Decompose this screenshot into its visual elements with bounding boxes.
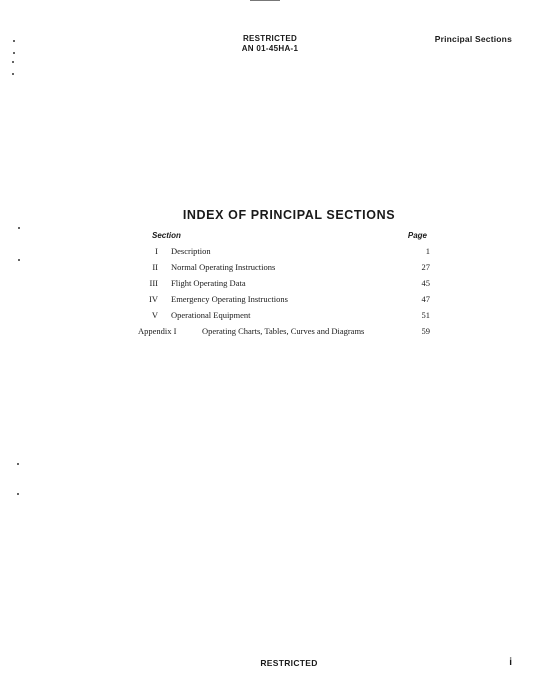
top-edge-rule <box>250 0 280 1</box>
section-column-label: Section <box>152 231 181 240</box>
section-title: Operating Charts, Tables, Curves and Diagrams <box>202 326 365 336</box>
header-classification: RESTRICTED <box>242 34 298 43</box>
scan-speck <box>13 52 15 54</box>
section-title: Emergency Operating Instructions <box>171 294 288 304</box>
section-number: Appendix I <box>138 326 177 336</box>
section-title: Operational Equipment <box>171 310 251 320</box>
scan-speck <box>12 61 14 63</box>
header-running-title: Principal Sections <box>434 34 512 44</box>
section-page: 1 <box>425 246 430 256</box>
section-title: Description <box>171 246 211 256</box>
section-page: 51 <box>421 310 430 320</box>
scan-speck <box>18 227 20 229</box>
section-title: Normal Operating Instructions <box>171 262 276 272</box>
section-page: 59 <box>421 326 430 336</box>
scan-speck <box>13 40 15 42</box>
index-entry <box>138 259 430 275</box>
section-number: V <box>151 310 158 320</box>
section-number: I <box>155 246 158 256</box>
section-number: II <box>152 262 158 272</box>
section-number: III <box>149 278 158 288</box>
footer-classification: RESTRICTED <box>260 658 318 668</box>
index-title: INDEX OF PRINCIPAL SECTIONS <box>182 208 396 222</box>
footer-page-number: i <box>509 657 512 668</box>
scan-speck <box>12 73 14 75</box>
index-entry <box>138 291 430 307</box>
section-title: Flight Operating Data <box>171 278 246 288</box>
page-column-label: Page <box>407 231 427 240</box>
index-entry <box>138 275 430 291</box>
section-page: 27 <box>421 262 430 272</box>
section-page: 45 <box>421 278 430 288</box>
scan-speck <box>17 463 19 465</box>
header-document-number: AN 01-45HA-1 <box>241 44 299 53</box>
section-number: IV <box>149 294 158 304</box>
index-entries <box>138 243 430 339</box>
index-entry <box>138 243 430 259</box>
scan-speck <box>18 259 20 261</box>
section-page: 47 <box>421 294 430 304</box>
index-entry <box>138 307 430 323</box>
scan-speck <box>17 493 19 495</box>
index-entry <box>138 323 430 339</box>
